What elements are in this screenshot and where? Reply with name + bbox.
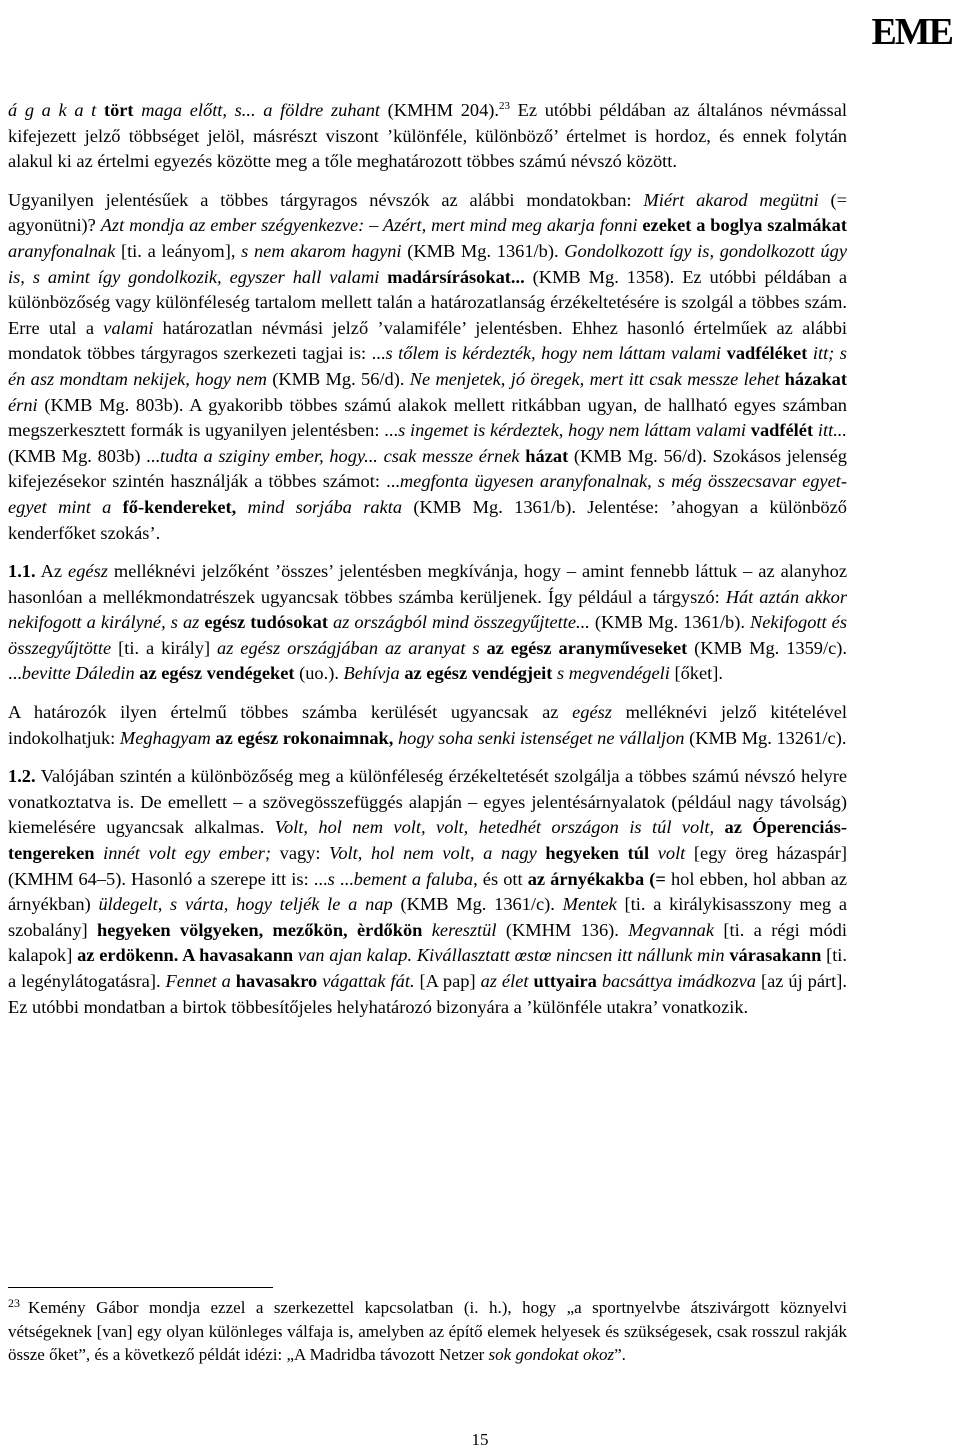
text-run: Mentek [562,894,617,915]
footnote-rule [8,1287,273,1288]
text-run: egész [572,702,612,723]
text-run: melléknévi jelzőként ’összes’ jelentésben megkívánja, hogy – amint fennebb láttuk – az alanyhoz hasonlóan a mellékmondatrészek ugyancsak többes számba kerüljenek. Így például a tárgyszó: [8,561,847,607]
text-run: hogy soha senki istenséget ne vállaljon [397,727,685,748]
text-run: tudta a sziginy ember, hogy... csak messze érnek [159,445,520,466]
text-run: 1.2. [8,766,36,787]
text-run: (uo.). [294,663,344,684]
text-run [714,817,724,837]
text-run: az egész rokonaimnak, [215,727,394,748]
text-run: az egész vendégeket [139,663,295,684]
text-run: egész tudósokat [204,612,328,633]
text-run: (KMHM 136). [496,919,629,940]
text-run: várasakann [729,945,822,966]
text-run: (KMHM 204). [380,100,500,120]
text-run: Ne menjetek, jó öregek, mert itt csak messze lehet [409,368,780,389]
text-run: (KMB Mg. 803b) ... [8,445,160,466]
text-run [111,497,122,517]
text-run [94,843,103,863]
text-run: á g a k a t [8,100,97,120]
text-run: A határozók ilyen értelmű többes számba kerülését ugyancsak az [8,702,573,723]
text-run: s megvendégeli [557,663,670,684]
text-run: , és ott [473,868,528,889]
text-run: határozatlan névmási jelző ’valamiféle’ jelentésben. Ehhez hasonló értelműek az alábbi mondatok többes tárgyragos szerkezeti tagjai is: ... [8,317,847,364]
text-run: [ti. a legénylátogatásra]. [8,945,848,991]
text-run: Megvannak [628,919,715,940]
text-run: (KMB Mg. 13261/c). [684,727,847,748]
text-run: Az [35,561,69,582]
text-run: innét volt egy ember; [103,843,271,864]
text-run: (KMB Mg. 1361/b). [401,240,565,261]
text-run: házakat [784,368,847,389]
text-run: s [327,868,335,889]
text-run: [ti. a leányom], [115,240,242,261]
text-run: Nekifogott és összegyűjtötte [8,612,847,658]
text-run: az egész vendégjeit [404,663,553,684]
text-run: bement a faluba [353,868,474,889]
text-run: havasakro [235,971,318,991]
text-run [236,497,247,517]
text-run: Ugyanilyen jelentésűek a többes tárgyragos névszók az alábbi mondatokban: [8,189,644,210]
text-run: valami [103,317,154,338]
text-run: hegyeken túl [545,843,650,864]
text-run: Hát aztán akkor nekifogott a királyné, s az [8,586,847,633]
text-run: az országból mind összegyűjtette... [333,612,590,633]
text-run: (KMB Mg. 56/d). Szokásos jelenség kifejezésekor szintén használják a többes számot: ... [8,445,847,492]
text-run: [egy öreg házaspár] (KMHM 64–5). Hasonló a szerepe itt is: ... [8,843,847,889]
paragraph [8,559,847,687]
text-run: van ajan kalap. Kivállasztatt œstœ nincsen itt nállunk min [297,945,725,966]
text-run: (KMB Mg. 1358). Ez utóbbi példában a különbözőség vagy különféleség tartalom mellett talán a határozatlanság érzékeltetésére is szolgál a többes szám. Erre utal a [8,266,847,338]
text-run: [ti. a király] [111,637,218,658]
text-run [649,843,658,863]
text-run: [az új párt]. Ez utóbbi mondatban a birtok többesítőjeles helyhatározó bizonyára a ’különféle utakra’ vonatkozik. [8,971,847,1017]
text-run: itt... [817,420,847,441]
text-run: üldegelt, s várta, hogy teljék le a nap [98,894,393,915]
paragraph [8,188,847,546]
text-run: hol ebben, hol abban az árnyékban) [8,868,848,915]
text-run: házat [525,445,569,466]
text-run: megfonta ügyesen aranyfonalnak, s még összecsavar egyet-egyet mint a [8,471,847,517]
text-run: (= agyonütni)? [8,189,847,236]
text-run: az árnyékakba (= [527,868,666,889]
text-run: az élet [480,971,529,991]
text-run: az egész országjában az aranyat s [217,637,480,658]
text-run: (KMB Mg. 1359/c). ... [8,637,847,684]
text-run: aranyfonalnak [8,240,116,261]
text-run: madársírásokat... [387,266,525,287]
text-run: ezeket a boglya szalmákat [642,215,847,236]
text-run: [ti. a királykisasszony meg a szobalány] [8,894,847,940]
text-run: [ti. a régi módi kalapok] [8,919,847,966]
paragraph [8,700,847,751]
text-run: sok gondokat okoz [488,1345,615,1364]
text-run: vadfélét [750,420,814,441]
paragraph [8,764,847,1020]
paragraph [8,98,847,175]
text-run: Behívja [343,663,400,684]
text-run: Miért akarod megütni [643,189,819,210]
text-run: keresztül [431,919,497,940]
text-run: Ez utóbbi példában az általános névmással kifejezett jelző többséget jelöl, másrészt viszont ’különféle, különböző’ értelmet is hordoz, és ennek folytán alakul ki az értelmi egyezés közötte meg a tőle meghatározott többes számú névszó között. [8,100,847,172]
text-run: (KMB Mg. 1361/c). [392,894,563,915]
text-run: Volt, hol nem volt, a nagy [329,843,537,864]
text-run: (KMB Mg. 803b). A gyakoribb többes számú alakok mellett ritkábban ugyan, de hallható egyes számban megszerkesztett formák is ugyanilyen jelentésben: ... [8,394,847,441]
body-text [8,98,847,1020]
text-run [96,100,104,120]
text-run: [őket]. [669,663,723,684]
text-run: bacsáttya imádkozva [601,971,756,991]
text-run: Volt, hol nem volt, volt, hetedhét országon is túl volt, [274,817,715,838]
text-run: fő-kendereket, [122,496,237,517]
text-run: Valójában szintén a különbözőség meg a különféleség érzékeltetését szolgálja a többes számú névszó helyre vonatkoztatva is. De emellett – a szövegösszefüggés alapján – egyes jelentésárnyalatok (például nagy távolság) kiemelésére ugyancsak alkalmas. [8,766,847,838]
text-run: s ingemet is kérdeztek, hogy nem láttam valami [398,420,746,441]
text-run: vágattak fát. [322,971,415,991]
text-run: az erdökenn. A havasakann [77,945,294,966]
text-run: Meghagyam [119,727,211,748]
text-run: (KMB Mg. 1361/b). [589,612,750,633]
text-run: ... [334,868,354,889]
text-run: vagy: [270,843,330,864]
text-run: az egész aranyműveseket [486,637,688,658]
text-run: uttyaira [533,971,597,991]
footnote-mark: 23 [8,1296,20,1310]
page-number: 15 [471,1430,489,1449]
text-run: [A pap] [414,971,481,991]
text-run: (KMB Mg. 1361/b). Jelentése: ’ahogyan a különböző kenderfőket szokás’. [8,496,847,543]
text-run: tört [103,100,134,120]
text-run: s tőlem is kérdezték, hogy nem láttam valami [385,343,722,364]
text-run: s nem akarom hagyni [241,240,402,261]
footnote-text [8,1296,847,1367]
footnote-ref: 23 [499,100,511,112]
text-run: Kemény Gábor mondja ezzel a szerkezettel kapcsolatban (i. h.), hogy „a sportnyelvbe átszivárgott köznyelvi vétségeknek [van] egy olyan különleges válfaja is, amelyben az építő elemek helyesek és szükségesek, csak rosszul rakják össze őket”, és a következő példát idézi: „A Madridba távozott Netzer [8,1298,847,1364]
text-run: hegyeken völgyeken, mezőkön, èrdőkön [97,919,423,940]
text-run: ”. [614,1345,626,1364]
text-run: Fennet a [165,971,231,991]
text-run: érni [8,394,38,415]
text-run: egész [68,561,108,582]
text-run: itt; s én asz mondtam nekijek, hogy nem [8,343,847,389]
text-run: 1.1. [8,561,36,582]
text-run: mind sorjába rakta [247,496,403,517]
text-run: (KMB Mg. 56/d). [266,368,410,389]
footnote [8,1296,847,1367]
text-run: az Óperenciás-tengereken [8,817,848,864]
text-run: maga előtt, s... a földre zuhant [133,100,381,120]
text-run: vadféléket [726,343,808,364]
eme-logo: EME [871,11,952,53]
text-run: Gondolkozott így is, gondolkozott úgy is, s amint így gondolkozik, egyszer hall valami [8,240,847,287]
text-run: bevitte Dáledin [21,663,135,684]
text-run: volt [657,843,686,864]
text-run [422,920,431,940]
text-run: Azt mondja az ember szégyenkezve: – Azért, mert mind meg akarja fonni [100,215,638,236]
text-run: melléknévi jelző kitételével indokolhatjuk: [8,702,847,748]
